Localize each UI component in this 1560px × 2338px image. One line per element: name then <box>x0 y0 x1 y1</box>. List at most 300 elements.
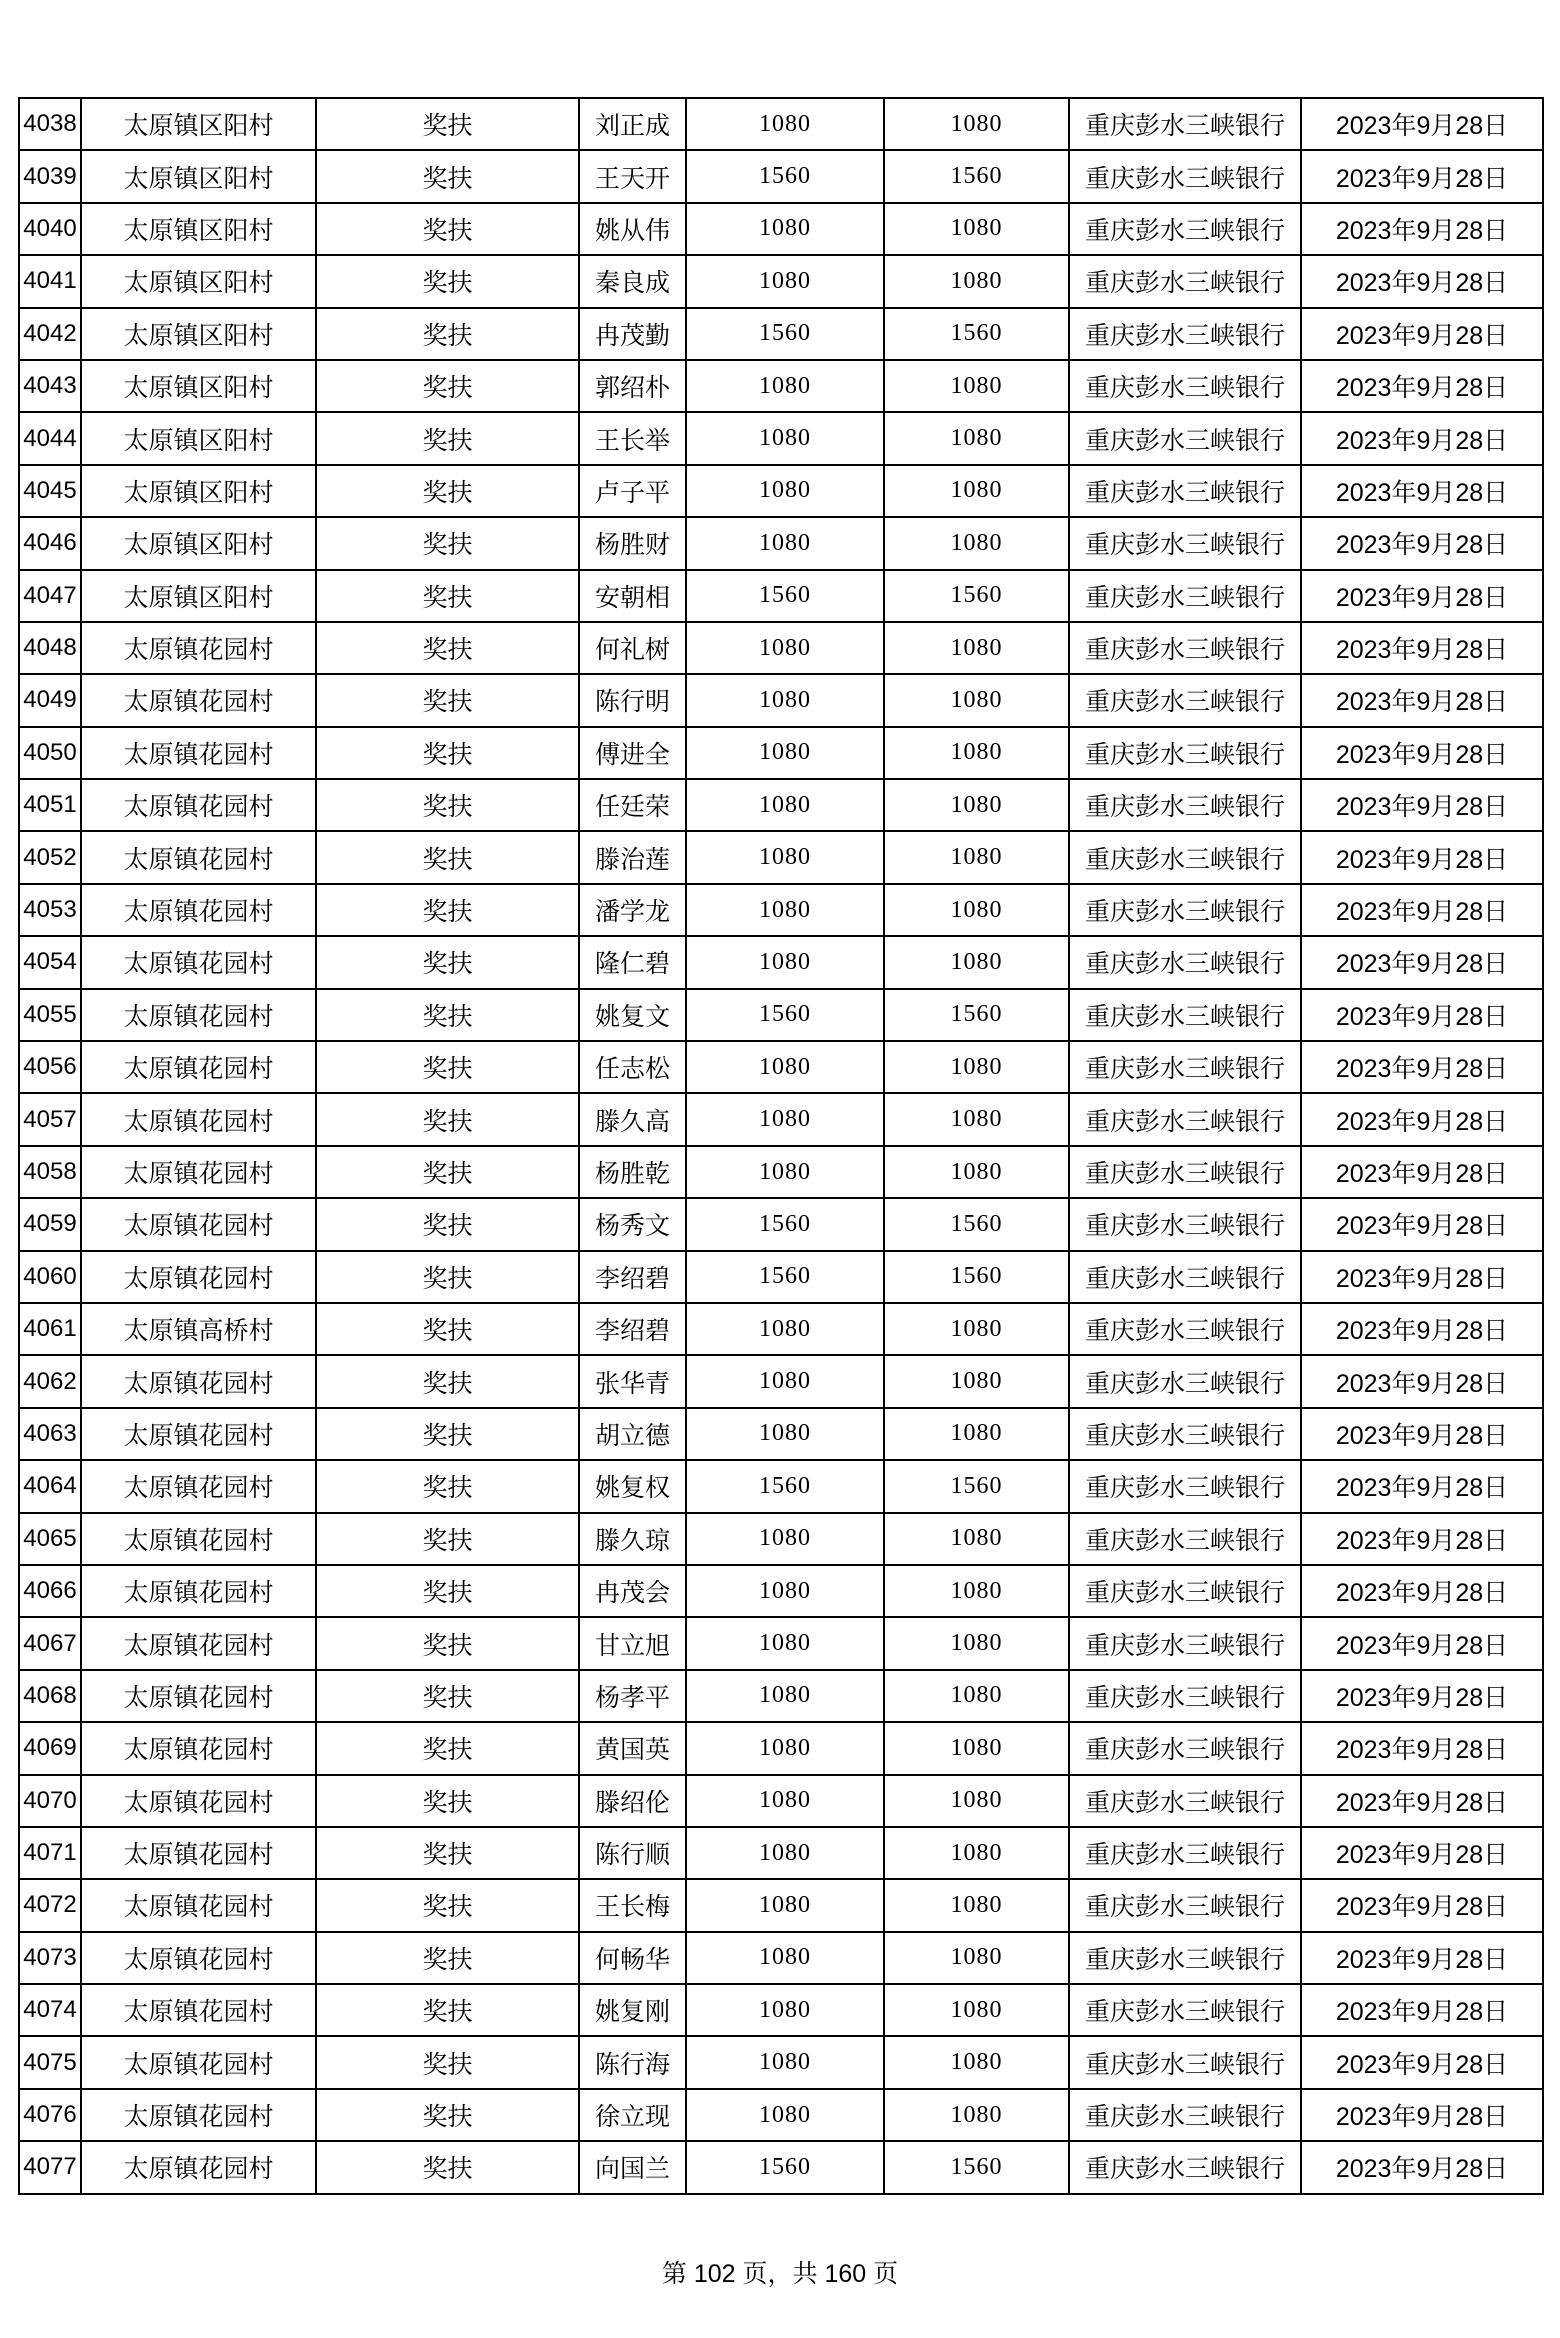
cell-payment-date: 2023年9月28日 <box>1301 1932 1543 1984</box>
cell-payment-date: 2023年9月28日 <box>1301 779 1543 831</box>
cell-serial-number: 4051 <box>19 779 81 831</box>
table-row <box>19 1827 1543 1879</box>
cell-payment-date: 2023年9月28日 <box>1301 1565 1543 1617</box>
cell-serial-number: 4054 <box>19 936 81 988</box>
cell-amount-paid: 1080 <box>884 1722 1069 1774</box>
cell-subsidy-type: 奖扶 <box>316 2141 579 2193</box>
cell-village: 太原镇花园村 <box>81 1198 316 1250</box>
cell-payment-date: 2023年9月28日 <box>1301 2141 1543 2193</box>
cell-payment-date: 2023年9月28日 <box>1301 1827 1543 1879</box>
table-row <box>19 1303 1543 1355</box>
cell-bank: 重庆彭水三峡银行 <box>1069 412 1301 464</box>
cell-subsidy-type: 奖扶 <box>316 1408 579 1460</box>
cell-serial-number: 4075 <box>19 2036 81 2088</box>
cell-serial-number: 4058 <box>19 1146 81 1198</box>
cell-person-name: 杨胜财 <box>579 517 686 569</box>
cell-serial-number: 4065 <box>19 1513 81 1565</box>
cell-amount-standard: 1080 <box>686 412 884 464</box>
cell-subsidy-type: 奖扶 <box>316 1670 579 1722</box>
cell-payment-date: 2023年9月28日 <box>1301 1251 1543 1303</box>
cell-bank: 重庆彭水三峡银行 <box>1069 465 1301 517</box>
table-row <box>19 1460 1543 1512</box>
cell-amount-standard: 1560 <box>686 2141 884 2193</box>
cell-bank: 重庆彭水三峡银行 <box>1069 255 1301 307</box>
cell-person-name: 李绍碧 <box>579 1303 686 1355</box>
cell-subsidy-type: 奖扶 <box>316 2036 579 2088</box>
cell-amount-paid: 1080 <box>884 1984 1069 2036</box>
cell-village: 太原镇花园村 <box>81 779 316 831</box>
cell-payment-date: 2023年9月28日 <box>1301 465 1543 517</box>
table-row <box>19 936 1543 988</box>
cell-village: 太原镇花园村 <box>81 1617 316 1669</box>
cell-bank: 重庆彭水三峡银行 <box>1069 1617 1301 1669</box>
cell-person-name: 滕久高 <box>579 1093 686 1145</box>
cell-subsidy-type: 奖扶 <box>316 308 579 360</box>
table-row <box>19 1670 1543 1722</box>
cell-serial-number: 4070 <box>19 1775 81 1827</box>
cell-village: 太原镇花园村 <box>81 1408 316 1460</box>
cell-person-name: 滕治莲 <box>579 831 686 883</box>
cell-bank: 重庆彭水三峡银行 <box>1069 570 1301 622</box>
cell-subsidy-type: 奖扶 <box>316 517 579 569</box>
cell-village: 太原镇区阳村 <box>81 308 316 360</box>
cell-serial-number: 4053 <box>19 884 81 936</box>
cell-serial-number: 4045 <box>19 465 81 517</box>
cell-amount-paid: 1080 <box>884 255 1069 307</box>
cell-person-name: 刘正成 <box>579 98 686 150</box>
cell-serial-number: 4056 <box>19 1041 81 1093</box>
cell-subsidy-type: 奖扶 <box>316 1355 579 1407</box>
cell-amount-paid: 1080 <box>884 1565 1069 1617</box>
cell-village: 太原镇区阳村 <box>81 570 316 622</box>
cell-payment-date: 2023年9月28日 <box>1301 1670 1543 1722</box>
cell-serial-number: 4047 <box>19 570 81 622</box>
cell-bank: 重庆彭水三峡银行 <box>1069 831 1301 883</box>
cell-bank: 重庆彭水三峡银行 <box>1069 203 1301 255</box>
cell-amount-standard: 1080 <box>686 1722 884 1774</box>
cell-bank: 重庆彭水三峡银行 <box>1069 150 1301 202</box>
table-row <box>19 1146 1543 1198</box>
cell-amount-paid: 1080 <box>884 1513 1069 1565</box>
cell-bank: 重庆彭水三峡银行 <box>1069 1984 1301 2036</box>
cell-payment-date: 2023年9月28日 <box>1301 622 1543 674</box>
cell-amount-standard: 1080 <box>686 1146 884 1198</box>
cell-bank: 重庆彭水三峡银行 <box>1069 1670 1301 1722</box>
cell-person-name: 何礼树 <box>579 622 686 674</box>
cell-amount-standard: 1080 <box>686 465 884 517</box>
cell-person-name: 张华青 <box>579 1355 686 1407</box>
cell-amount-paid: 1080 <box>884 831 1069 883</box>
cell-payment-date: 2023年9月28日 <box>1301 1722 1543 1774</box>
cell-village: 太原镇花园村 <box>81 1460 316 1512</box>
cell-subsidy-type: 奖扶 <box>316 1565 579 1617</box>
cell-village: 太原镇区阳村 <box>81 255 316 307</box>
cell-serial-number: 4059 <box>19 1198 81 1250</box>
cell-person-name: 李绍碧 <box>579 1251 686 1303</box>
cell-person-name: 杨秀文 <box>579 1198 686 1250</box>
cell-subsidy-type: 奖扶 <box>316 1827 579 1879</box>
cell-amount-standard: 1080 <box>686 1932 884 1984</box>
cell-amount-paid: 1080 <box>884 727 1069 779</box>
cell-serial-number: 4066 <box>19 1565 81 1617</box>
cell-payment-date: 2023年9月28日 <box>1301 2089 1543 2141</box>
cell-serial-number: 4040 <box>19 203 81 255</box>
cell-amount-standard: 1080 <box>686 831 884 883</box>
cell-person-name: 何畅华 <box>579 1932 686 1984</box>
cell-serial-number: 4057 <box>19 1093 81 1145</box>
cell-village: 太原镇花园村 <box>81 936 316 988</box>
cell-village: 太原镇区阳村 <box>81 517 316 569</box>
cell-serial-number: 4038 <box>19 98 81 150</box>
cell-village: 太原镇花园村 <box>81 1146 316 1198</box>
cell-bank: 重庆彭水三峡银行 <box>1069 1251 1301 1303</box>
table-row <box>19 98 1543 150</box>
cell-payment-date: 2023年9月28日 <box>1301 989 1543 1041</box>
cell-subsidy-type: 奖扶 <box>316 727 579 779</box>
cell-village: 太原镇高桥村 <box>81 1303 316 1355</box>
cell-bank: 重庆彭水三峡银行 <box>1069 884 1301 936</box>
table-row <box>19 1775 1543 1827</box>
cell-payment-date: 2023年9月28日 <box>1301 1146 1543 1198</box>
cell-bank: 重庆彭水三峡银行 <box>1069 1146 1301 1198</box>
cell-person-name: 王长举 <box>579 412 686 464</box>
cell-payment-date: 2023年9月28日 <box>1301 831 1543 883</box>
cell-bank: 重庆彭水三峡银行 <box>1069 1303 1301 1355</box>
cell-village: 太原镇区阳村 <box>81 360 316 412</box>
cell-village: 太原镇花园村 <box>81 1722 316 1774</box>
cell-bank: 重庆彭水三峡银行 <box>1069 1041 1301 1093</box>
cell-amount-paid: 1560 <box>884 1251 1069 1303</box>
cell-amount-standard: 1560 <box>686 1198 884 1250</box>
cell-amount-paid: 1080 <box>884 936 1069 988</box>
cell-person-name: 安朝相 <box>579 570 686 622</box>
cell-payment-date: 2023年9月28日 <box>1301 1198 1543 1250</box>
cell-serial-number: 4060 <box>19 1251 81 1303</box>
cell-amount-paid: 1560 <box>884 150 1069 202</box>
cell-subsidy-type: 奖扶 <box>316 1617 579 1669</box>
cell-amount-standard: 1080 <box>686 884 884 936</box>
cell-person-name: 姚从伟 <box>579 203 686 255</box>
cell-payment-date: 2023年9月28日 <box>1301 255 1543 307</box>
cell-amount-standard: 1080 <box>686 360 884 412</box>
cell-amount-paid: 1560 <box>884 570 1069 622</box>
cell-amount-paid: 1080 <box>884 98 1069 150</box>
cell-amount-paid: 1080 <box>884 1932 1069 1984</box>
cell-subsidy-type: 奖扶 <box>316 622 579 674</box>
cell-amount-paid: 1560 <box>884 1198 1069 1250</box>
table-row <box>19 779 1543 831</box>
cell-amount-paid: 1080 <box>884 884 1069 936</box>
cell-village: 太原镇花园村 <box>81 1984 316 2036</box>
cell-amount-paid: 1080 <box>884 517 1069 569</box>
cell-amount-paid: 1080 <box>884 1617 1069 1669</box>
cell-subsidy-type: 奖扶 <box>316 1093 579 1145</box>
cell-payment-date: 2023年9月28日 <box>1301 1879 1543 1931</box>
cell-person-name: 陈行海 <box>579 2036 686 2088</box>
cell-bank: 重庆彭水三峡银行 <box>1069 1093 1301 1145</box>
cell-amount-standard: 1080 <box>686 1879 884 1931</box>
cell-amount-standard: 1560 <box>686 570 884 622</box>
cell-village: 太原镇花园村 <box>81 2089 316 2141</box>
cell-amount-standard: 1080 <box>686 936 884 988</box>
table-row <box>19 203 1543 255</box>
cell-serial-number: 4039 <box>19 150 81 202</box>
cell-person-name: 秦良成 <box>579 255 686 307</box>
cell-payment-date: 2023年9月28日 <box>1301 1355 1543 1407</box>
cell-payment-date: 2023年9月28日 <box>1301 727 1543 779</box>
cell-serial-number: 4050 <box>19 727 81 779</box>
cell-person-name: 陈行明 <box>579 674 686 726</box>
cell-bank: 重庆彭水三峡银行 <box>1069 1879 1301 1931</box>
cell-subsidy-type: 奖扶 <box>316 1251 579 1303</box>
cell-village: 太原镇花园村 <box>81 727 316 779</box>
cell-village: 太原镇花园村 <box>81 1827 316 1879</box>
cell-village: 太原镇花园村 <box>81 1041 316 1093</box>
cell-serial-number: 4044 <box>19 412 81 464</box>
cell-person-name: 滕久琼 <box>579 1513 686 1565</box>
cell-person-name: 冉茂勤 <box>579 308 686 360</box>
cell-bank: 重庆彭水三峡银行 <box>1069 2089 1301 2141</box>
cell-amount-standard: 1080 <box>686 1093 884 1145</box>
cell-bank: 重庆彭水三峡银行 <box>1069 1460 1301 1512</box>
cell-village: 太原镇花园村 <box>81 1355 316 1407</box>
cell-amount-standard: 1080 <box>686 1513 884 1565</box>
cell-person-name: 姚复刚 <box>579 1984 686 2036</box>
cell-subsidy-type: 奖扶 <box>316 936 579 988</box>
cell-payment-date: 2023年9月28日 <box>1301 308 1543 360</box>
cell-payment-date: 2023年9月28日 <box>1301 1513 1543 1565</box>
cell-payment-date: 2023年9月28日 <box>1301 412 1543 464</box>
cell-payment-date: 2023年9月28日 <box>1301 1041 1543 1093</box>
cell-person-name: 潘学龙 <box>579 884 686 936</box>
cell-amount-paid: 1080 <box>884 622 1069 674</box>
cell-serial-number: 4074 <box>19 1984 81 2036</box>
cell-village: 太原镇花园村 <box>81 884 316 936</box>
cell-village: 太原镇区阳村 <box>81 150 316 202</box>
cell-amount-standard: 1080 <box>686 674 884 726</box>
cell-amount-paid: 1080 <box>884 1093 1069 1145</box>
cell-amount-paid: 1080 <box>884 1879 1069 1931</box>
cell-bank: 重庆彭水三峡银行 <box>1069 1355 1301 1407</box>
cell-subsidy-type: 奖扶 <box>316 831 579 883</box>
cell-payment-date: 2023年9月28日 <box>1301 517 1543 569</box>
cell-serial-number: 4069 <box>19 1722 81 1774</box>
cell-amount-standard: 1080 <box>686 1565 884 1617</box>
cell-village: 太原镇花园村 <box>81 1513 316 1565</box>
table-row <box>19 1722 1543 1774</box>
cell-amount-standard: 1560 <box>686 150 884 202</box>
cell-serial-number: 4072 <box>19 1879 81 1931</box>
cell-bank: 重庆彭水三峡银行 <box>1069 1198 1301 1250</box>
cell-subsidy-type: 奖扶 <box>316 1984 579 2036</box>
cell-village: 太原镇区阳村 <box>81 203 316 255</box>
cell-subsidy-type: 奖扶 <box>316 98 579 150</box>
cell-subsidy-type: 奖扶 <box>316 255 579 307</box>
cell-subsidy-type: 奖扶 <box>316 1775 579 1827</box>
cell-person-name: 杨胜乾 <box>579 1146 686 1198</box>
cell-bank: 重庆彭水三峡银行 <box>1069 1513 1301 1565</box>
cell-payment-date: 2023年9月28日 <box>1301 98 1543 150</box>
table-row <box>19 884 1543 936</box>
cell-village: 太原镇花园村 <box>81 1670 316 1722</box>
cell-village: 太原镇花园村 <box>81 2141 316 2193</box>
cell-amount-paid: 1080 <box>884 203 1069 255</box>
table-row <box>19 1355 1543 1407</box>
cell-serial-number: 4041 <box>19 255 81 307</box>
cell-serial-number: 4071 <box>19 1827 81 1879</box>
cell-village: 太原镇花园村 <box>81 1932 316 1984</box>
cell-bank: 重庆彭水三峡银行 <box>1069 1775 1301 1827</box>
table-row <box>19 2036 1543 2088</box>
cell-person-name: 冉茂会 <box>579 1565 686 1617</box>
cell-person-name: 郭绍朴 <box>579 360 686 412</box>
cell-subsidy-type: 奖扶 <box>316 2089 579 2141</box>
cell-amount-paid: 1080 <box>884 1670 1069 1722</box>
cell-amount-paid: 1080 <box>884 779 1069 831</box>
cell-subsidy-type: 奖扶 <box>316 1932 579 1984</box>
table-row <box>19 465 1543 517</box>
cell-amount-standard: 1560 <box>686 308 884 360</box>
table-row <box>19 1198 1543 1250</box>
cell-person-name: 向国兰 <box>579 2141 686 2193</box>
cell-subsidy-type: 奖扶 <box>316 465 579 517</box>
cell-payment-date: 2023年9月28日 <box>1301 570 1543 622</box>
cell-bank: 重庆彭水三峡银行 <box>1069 2141 1301 2193</box>
cell-bank: 重庆彭水三峡银行 <box>1069 989 1301 1041</box>
cell-serial-number: 4048 <box>19 622 81 674</box>
cell-person-name: 任志松 <box>579 1041 686 1093</box>
table-row <box>19 1093 1543 1145</box>
table-row <box>19 1041 1543 1093</box>
cell-subsidy-type: 奖扶 <box>316 150 579 202</box>
cell-amount-standard: 1080 <box>686 1670 884 1722</box>
cell-amount-paid: 1080 <box>884 1775 1069 1827</box>
cell-subsidy-type: 奖扶 <box>316 360 579 412</box>
table-row <box>19 989 1543 1041</box>
cell-serial-number: 4073 <box>19 1932 81 1984</box>
cell-amount-paid: 1560 <box>884 989 1069 1041</box>
cell-person-name: 王天开 <box>579 150 686 202</box>
cell-subsidy-type: 奖扶 <box>316 779 579 831</box>
page-footer <box>0 2254 1560 2290</box>
cell-village: 太原镇花园村 <box>81 2036 316 2088</box>
cell-payment-date: 2023年9月28日 <box>1301 1775 1543 1827</box>
cell-bank: 重庆彭水三峡银行 <box>1069 2036 1301 2088</box>
cell-person-name: 徐立现 <box>579 2089 686 2141</box>
cell-amount-standard: 1080 <box>686 2089 884 2141</box>
cell-amount-paid: 1080 <box>884 465 1069 517</box>
cell-serial-number: 4076 <box>19 2089 81 2141</box>
cell-bank: 重庆彭水三峡银行 <box>1069 517 1301 569</box>
cell-payment-date: 2023年9月28日 <box>1301 2036 1543 2088</box>
cell-village: 太原镇花园村 <box>81 1775 316 1827</box>
cell-amount-paid: 1080 <box>884 360 1069 412</box>
cell-bank: 重庆彭水三峡银行 <box>1069 360 1301 412</box>
cell-amount-paid: 1080 <box>884 674 1069 726</box>
cell-payment-date: 2023年9月28日 <box>1301 1984 1543 2036</box>
cell-serial-number: 4062 <box>19 1355 81 1407</box>
cell-person-name: 隆仁碧 <box>579 936 686 988</box>
cell-amount-standard: 1080 <box>686 1827 884 1879</box>
cell-bank: 重庆彭水三峡银行 <box>1069 1408 1301 1460</box>
cell-person-name: 王长梅 <box>579 1879 686 1931</box>
cell-person-name: 姚复权 <box>579 1460 686 1512</box>
cell-subsidy-type: 奖扶 <box>316 203 579 255</box>
subsidy-payment-table <box>18 97 1544 2195</box>
table-row <box>19 622 1543 674</box>
cell-amount-standard: 1080 <box>686 1984 884 2036</box>
cell-amount-standard: 1080 <box>686 1617 884 1669</box>
cell-payment-date: 2023年9月28日 <box>1301 884 1543 936</box>
table-row <box>19 1879 1543 1931</box>
table-row <box>19 517 1543 569</box>
cell-amount-paid: 1560 <box>884 2141 1069 2193</box>
cell-subsidy-type: 奖扶 <box>316 412 579 464</box>
page-number-indicator: 第 102 页，共 160 页 <box>661 2260 899 2288</box>
table-row <box>19 412 1543 464</box>
cell-amount-paid: 1080 <box>884 2089 1069 2141</box>
cell-bank: 重庆彭水三峡银行 <box>1069 622 1301 674</box>
cell-serial-number: 4052 <box>19 831 81 883</box>
cell-subsidy-type: 奖扶 <box>316 989 579 1041</box>
cell-amount-standard: 1080 <box>686 2036 884 2088</box>
cell-village: 太原镇花园村 <box>81 989 316 1041</box>
cell-subsidy-type: 奖扶 <box>316 1879 579 1931</box>
cell-amount-paid: 1080 <box>884 1146 1069 1198</box>
cell-payment-date: 2023年9月28日 <box>1301 360 1543 412</box>
cell-bank: 重庆彭水三峡银行 <box>1069 1722 1301 1774</box>
table-row <box>19 308 1543 360</box>
cell-amount-paid: 1080 <box>884 412 1069 464</box>
cell-village: 太原镇花园村 <box>81 1565 316 1617</box>
table-row <box>19 727 1543 779</box>
cell-bank: 重庆彭水三峡银行 <box>1069 779 1301 831</box>
cell-amount-standard: 1080 <box>686 1303 884 1355</box>
table-row <box>19 1565 1543 1617</box>
cell-amount-standard: 1080 <box>686 255 884 307</box>
cell-payment-date: 2023年9月28日 <box>1301 1093 1543 1145</box>
cell-village: 太原镇花园村 <box>81 1093 316 1145</box>
cell-amount-paid: 1080 <box>884 1355 1069 1407</box>
cell-amount-paid: 1080 <box>884 2036 1069 2088</box>
cell-bank: 重庆彭水三峡银行 <box>1069 1827 1301 1879</box>
cell-amount-standard: 1080 <box>686 1775 884 1827</box>
cell-amount-standard: 1080 <box>686 622 884 674</box>
cell-bank: 重庆彭水三峡银行 <box>1069 674 1301 726</box>
cell-bank: 重庆彭水三峡银行 <box>1069 308 1301 360</box>
cell-bank: 重庆彭水三峡银行 <box>1069 98 1301 150</box>
cell-amount-paid: 1080 <box>884 1827 1069 1879</box>
table-body <box>19 98 1543 2194</box>
cell-amount-standard: 1080 <box>686 1408 884 1460</box>
cell-amount-standard: 1080 <box>686 517 884 569</box>
cell-payment-date: 2023年9月28日 <box>1301 150 1543 202</box>
cell-serial-number: 4042 <box>19 308 81 360</box>
cell-bank: 重庆彭水三峡银行 <box>1069 1932 1301 1984</box>
cell-serial-number: 4061 <box>19 1303 81 1355</box>
table-row <box>19 1984 1543 2036</box>
cell-bank: 重庆彭水三峡银行 <box>1069 936 1301 988</box>
table-row <box>19 674 1543 726</box>
cell-payment-date: 2023年9月28日 <box>1301 936 1543 988</box>
cell-bank: 重庆彭水三峡银行 <box>1069 727 1301 779</box>
cell-amount-standard: 1080 <box>686 98 884 150</box>
cell-bank: 重庆彭水三峡银行 <box>1069 1565 1301 1617</box>
cell-serial-number: 4063 <box>19 1408 81 1460</box>
cell-person-name: 胡立德 <box>579 1408 686 1460</box>
cell-person-name: 甘立旭 <box>579 1617 686 1669</box>
table-row <box>19 2089 1543 2141</box>
